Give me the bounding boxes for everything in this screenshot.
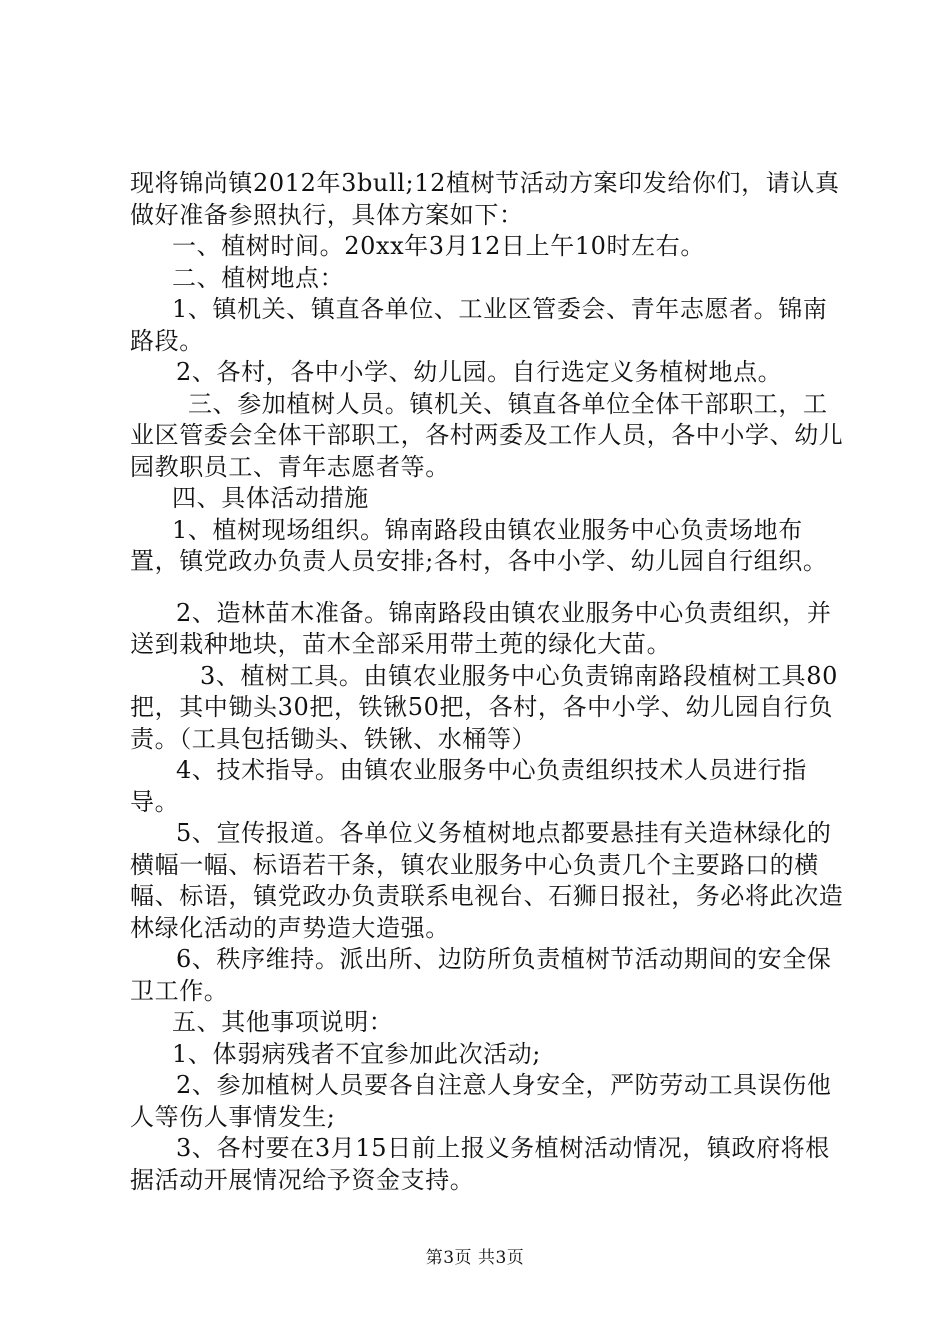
paragraph-intro: 现将锦尚镇2012年3bull;12植树节活动方案印发给你们，请认真做好准备参照执行，具体方案如下： xyxy=(130,169,840,229)
paragraph-other-heading: 五、其他事项说明： xyxy=(172,1008,394,1036)
paragraph-planting-time: 一、植树时间。20xx年3月12日上午10时左右。 xyxy=(172,232,705,260)
paragraph-other-3: 3、各村要在3月15日前上报义务植树活动情况，镇政府将根据活动开展情况给予资金支持。 xyxy=(130,1134,830,1194)
paragraph-measure-4: 4、技术指导。由镇农业服务中心负责组织技术人员进行指导。 xyxy=(130,756,807,816)
paragraph-measure-5: 5、宣传报道。各单位义务植树地点都要悬挂有关造林绿化的横幅一幅、标语若干条，镇农业服务中心负责几个主要路口的横幅、标语，镇党政办负责联系电视台、石狮日报社，务必将此次造林绿化活动的声势造大造强。 xyxy=(130,819,844,942)
paragraph-participants: 三、参加植树人员。镇机关、镇直各单位全体干部职工，工业区管委会全体干部职工，各村两委及工作人员，各中小学、幼儿园教职员工、青年志愿者等。 xyxy=(130,389,844,481)
document-body xyxy=(130,168,850,1196)
paragraph-measures-heading: 四、具体活动措施 xyxy=(172,484,369,512)
paragraph-measure-2: 2、造林苗木准备。锦南路段由镇农业服务中心负责组织，并送到栽种地块，苗木全部采用带土蔸的绿化大苗。 xyxy=(130,598,832,658)
paragraph-gap xyxy=(130,578,850,598)
paragraph-measure-6: 6、秩序维持。派出所、边防所负责植树节活动期间的安全保卫工作。 xyxy=(130,945,832,1005)
paragraph-location-2: 2、各村，各中小学、幼儿园。自行选定义务植树地点。 xyxy=(176,358,783,386)
paragraph-location-1: 1、镇机关、镇直各单位、工业区管委会、青年志愿者。锦南路段。 xyxy=(130,295,828,355)
paragraph-planting-location-heading: 二、植树地点： xyxy=(172,263,345,292)
page-footer: 第3页 共3页 xyxy=(425,1248,525,1268)
paragraph-measure-1: 1、植树现场组织。锦南路段由镇农业服务中心负责场地布置，镇党政办负责人员安排;各村，各中小学、幼儿园自行组织。 xyxy=(130,515,828,575)
paragraph-other-2: 2、参加植树人员要各自注意人身安全，严防劳动工具误伤他人等伤人事情发生; xyxy=(130,1071,832,1131)
paragraph-other-1: 1、体弱病残者不宜参加此次活动; xyxy=(172,1039,541,1068)
paragraph-measure-3: 3、植树工具。由镇农业服务中心负责锦南路段植树工具80把，其中锄头30把，铁锹50把，各村，各中小学、幼儿园自行负责。（工具包括锄头、铁锹、水桶等） xyxy=(130,661,839,753)
